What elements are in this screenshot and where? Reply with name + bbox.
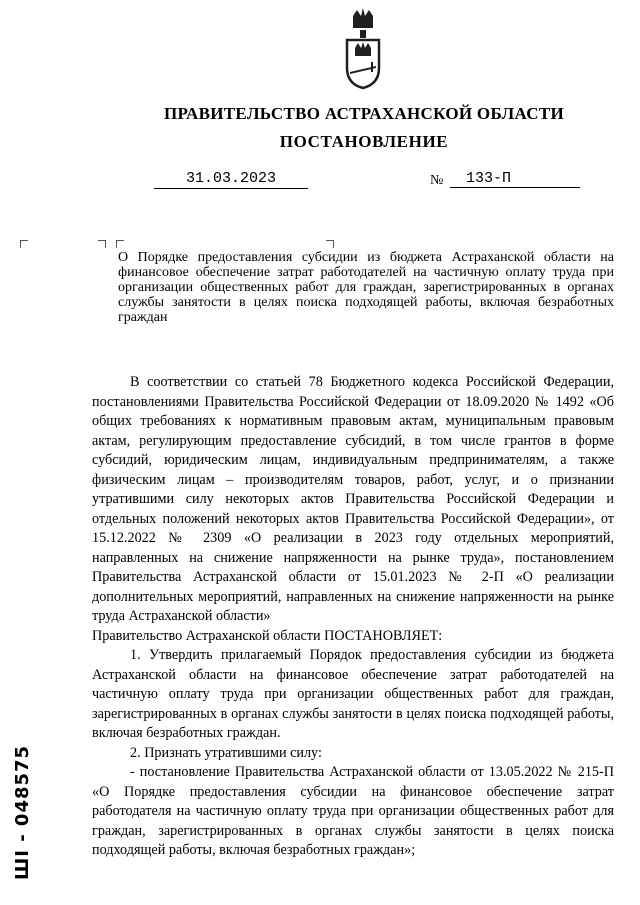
item-1-paragraph: 1. Утвердить прилагаемый Порядок предоставления субсидии из бюджета Астраханской области на финансовое обеспечение затрат работодателей на частичную оплату труда при организации общественных работ для граждан, зарегистрированных в органах службы занятости в целях поиска подходящей работы, включая безработных граждан. — [92, 647, 614, 741]
item-2-bullet-1: - постановление Правительства Астраханской области от 13.05.2022 № 215-П «О Порядке предоставления субсидии на финансовое обеспечение затрат работодателя на частичную оплату труда при организации общественных работ для граждан, зарегистрированных в органах службы занятости в целях поиска подходящей работы, включая безработных граждан»; — [92, 764, 614, 858]
document-date: 31.03.2023 — [154, 170, 308, 189]
corner-mark — [98, 240, 106, 248]
preamble-paragraph: В соответствии со статьей 78 Бюджетного кодекса Российской Федерации, постановлениями Правительства Российской Федерации от 18.09.2020 № 1492 «Об общих требованиях к нормативным правовым актам, муниципальным правовым актам, регулирующим предоставление субсидий, в том числе грантов в форме субсидий, юридическим лицам, индивидуальным предпринимателям, а также физическим лицам – производителям товаров, работ, услуг, и о признании утратившими силу некоторых актов Правительства Российской Федерации и отдельных положений некоторых актов Правительства Российской Федерации», от 15.12.2022 № 2309 «О реализации в 2023 году отдельных мероприятий, направленных на снижение напряженности на рынке труда», постановлением Правительства Астраханской области от 15.01.2023 № 2-П «О реализации дополнительных мероприятий, направленных на снижение напряженности на рынке труда Астраханской области» — [92, 374, 614, 624]
document-body — [92, 373, 614, 861]
number-label: № — [430, 173, 444, 188]
document-number: 133-П — [450, 170, 580, 188]
coat-of-arms-icon — [343, 8, 383, 90]
document-subject: О Порядке предоставления субсидии из бюджета Астраханской области на финансовое обеспечение затрат работодателей на частичную оплату труда при организации общественных работ для граждан, зарегистрированных в органах службы занятости в целях поиска подходящей работы, включая безработных граждан — [118, 250, 614, 325]
document-type: ПОСТАНОВЛЕНИЕ — [279, 132, 449, 151]
decree-line: Правительство Астраханской области ПОСТАНОВЛЯЕТ: — [92, 627, 443, 644]
corner-mark — [326, 240, 334, 248]
corner-mark — [20, 240, 28, 248]
corner-mark — [116, 240, 124, 248]
organization-title: ПРАВИТЕЛЬСТВО АСТРАХАНСКОЙ ОБЛАСТИ — [164, 104, 564, 123]
item-2-paragraph: 2. Признать утратившими силу: — [130, 744, 322, 761]
registration-stamp: ШI - 048575 — [12, 744, 33, 880]
